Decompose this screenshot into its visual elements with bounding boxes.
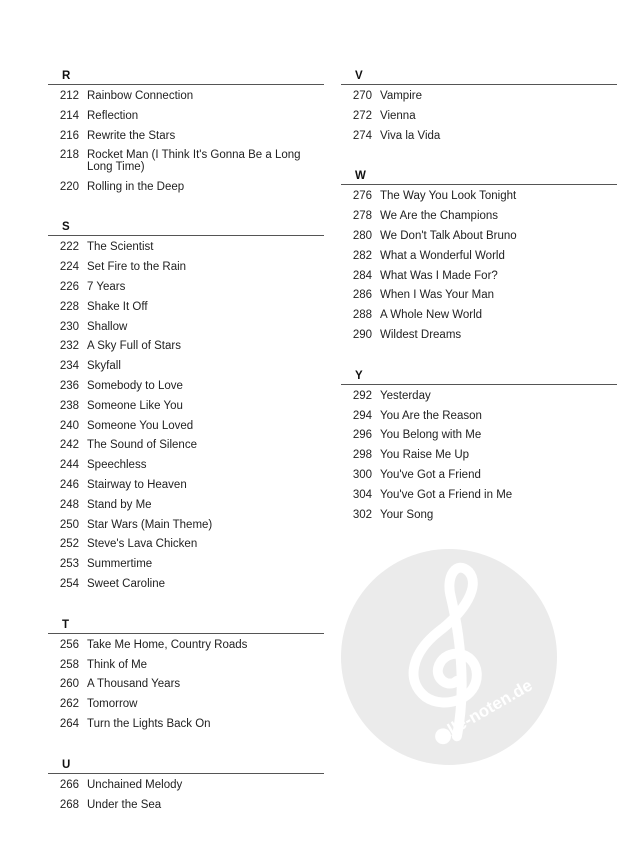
index-entry: [48, 715, 324, 735]
page-number: 242: [59, 439, 79, 452]
song-title: The Scientist: [87, 241, 154, 254]
section-y: [341, 368, 617, 526]
index-entry: [48, 278, 324, 298]
page-number: 238: [59, 399, 79, 412]
index-entry: [48, 535, 324, 555]
index-entry: [341, 247, 617, 267]
page-number: 234: [59, 360, 79, 373]
song-title: Star Wars (Main Theme): [87, 518, 213, 531]
song-title: Rolling in the Deep: [87, 180, 185, 193]
section-spacer: [48, 197, 324, 219]
song-title: A Sky Full of Stars: [87, 340, 181, 353]
index-entry: [48, 575, 324, 595]
index-entry: [48, 357, 324, 377]
index-entry: [341, 286, 617, 306]
page-number: 254: [59, 578, 79, 591]
page-number: 214: [59, 109, 79, 122]
song-title: What Was I Made For?: [380, 269, 498, 282]
song-title: You Raise Me Up: [380, 449, 470, 462]
index-entry: [48, 87, 324, 107]
song-title: Think of Me: [87, 658, 148, 671]
song-title: Wildest Dreams: [380, 328, 462, 341]
song-title: Rainbow Connection: [87, 90, 194, 102]
song-title: Shake It Off: [87, 300, 148, 313]
page-number: 288: [352, 309, 372, 322]
page-number: 286: [352, 289, 372, 302]
page-number: 294: [352, 409, 372, 422]
page-number: 253: [59, 558, 79, 571]
song-title: Rewrite the Stars: [87, 129, 176, 142]
index-entry: [48, 298, 324, 318]
page-number: 226: [59, 281, 79, 294]
page-number: 246: [59, 479, 79, 492]
page-number: 276: [352, 190, 372, 203]
section-w: [341, 168, 617, 345]
song-title: Skyfall: [87, 360, 121, 373]
watermark-text: alle-noten.de: [436, 675, 536, 744]
page-number: 256: [59, 638, 79, 651]
page-number: 244: [59, 459, 79, 472]
index-entry: [48, 318, 324, 338]
song-title: Summertime: [87, 558, 153, 571]
song-title: Yesterday: [380, 389, 431, 402]
page-number: 248: [59, 498, 79, 511]
index-column-right: [341, 68, 617, 525]
entry-list: [48, 85, 324, 197]
index-entry: [48, 127, 324, 147]
index-entry: [341, 187, 617, 207]
page-number: 220: [59, 180, 79, 193]
index-entry: [341, 87, 617, 107]
page-number: 218: [59, 149, 79, 162]
page-number: 304: [352, 488, 372, 501]
song-title: The Sound of Silence: [87, 439, 197, 452]
section-letter-heading: T: [48, 617, 324, 634]
index-entry: [341, 426, 617, 446]
page-number: 222: [59, 241, 79, 254]
index-entry: [341, 486, 617, 506]
page-number: 236: [59, 380, 79, 393]
index-entry: [341, 127, 617, 147]
page-number: 266: [59, 778, 79, 791]
song-title: Reflection: [87, 109, 139, 122]
section-r: [48, 68, 324, 197]
index-entry: [48, 417, 324, 437]
page-number: 272: [352, 109, 372, 122]
page-number: 232: [59, 340, 79, 353]
song-title: You've Got a Friend: [380, 468, 481, 481]
song-title: Your Song: [380, 508, 434, 521]
index-entry: [341, 107, 617, 127]
index-entry: [48, 238, 324, 258]
index-entry: [341, 207, 617, 227]
song-title: Vampire: [380, 90, 422, 102]
index-entry: [341, 267, 617, 287]
page-number: 274: [352, 129, 372, 142]
page-number: 280: [352, 229, 372, 242]
index-entry: [341, 446, 617, 466]
song-title: Tomorrow: [87, 698, 138, 711]
page-number: 278: [352, 210, 372, 223]
song-title: We Don't Talk About Bruno: [380, 229, 517, 242]
index-entry: [341, 387, 617, 407]
section-spacer: [48, 735, 324, 757]
index-entry: [341, 506, 617, 526]
index-entry: [48, 178, 324, 198]
page-number: 268: [59, 798, 79, 811]
page-number: 282: [352, 249, 372, 262]
song-title: A Whole New World: [380, 309, 483, 322]
index-entry: [48, 377, 324, 397]
page-number: 270: [352, 90, 372, 102]
song-title: Unchained Melody: [87, 778, 183, 791]
song-title: When I Was Your Man: [380, 289, 494, 302]
page-number: 262: [59, 698, 79, 711]
entry-list: [341, 85, 617, 146]
entry-list: [48, 634, 324, 735]
page-number: 252: [59, 538, 79, 551]
index-entry: [48, 456, 324, 476]
song-title: 7 Years: [87, 281, 126, 294]
page-number: 228: [59, 300, 79, 313]
section-s: [48, 219, 324, 594]
page-number: 212: [59, 90, 79, 102]
song-title: Take Me Home, Country Roads: [87, 638, 248, 651]
song-title: Set Fire to the Rain: [87, 261, 187, 274]
index-entry: [341, 227, 617, 247]
song-title: The Way You Look Tonight: [380, 190, 517, 203]
index-entry: [48, 476, 324, 496]
page-number: 298: [352, 449, 372, 462]
index-entry: [48, 516, 324, 536]
song-title: You've Got a Friend in Me: [380, 488, 513, 501]
section-letter-heading: W: [341, 168, 617, 185]
section-letter-heading: R: [48, 68, 324, 85]
index-entry: [341, 407, 617, 427]
watermark-logo: [340, 548, 558, 766]
song-title: What a Wonderful World: [380, 249, 505, 262]
section-letter-heading: S: [48, 219, 324, 236]
page-number: 216: [59, 129, 79, 142]
page-number: 284: [352, 269, 372, 282]
page-number: 224: [59, 261, 79, 274]
page-number: 300: [352, 468, 372, 481]
section-letter-heading: U: [48, 757, 324, 774]
index-entry: [48, 555, 324, 575]
page-number: 230: [59, 320, 79, 333]
index-entry: [341, 466, 617, 486]
song-title: Somebody to Love: [87, 380, 183, 393]
page-number: 264: [59, 718, 79, 731]
page-number: 250: [59, 518, 79, 531]
index-entry: [48, 436, 324, 456]
song-title: Stand by Me: [87, 498, 152, 511]
song-title: Someone Like You: [87, 399, 183, 412]
index-entry: [341, 326, 617, 346]
entry-list: [48, 236, 324, 594]
section-spacer: [341, 346, 617, 368]
section-spacer: [341, 146, 617, 168]
song-title: Vienna: [380, 109, 416, 122]
index-entry: [48, 397, 324, 417]
index-entry: [48, 258, 324, 278]
section-u: [48, 757, 324, 816]
index-entry: [48, 636, 324, 656]
index-column-left: [48, 68, 324, 815]
song-title: Steve's Lava Chicken: [87, 538, 198, 551]
page-number: 258: [59, 658, 79, 671]
index-entry: [48, 107, 324, 127]
song-title: Turn the Lights Back On: [87, 718, 211, 731]
index-entry: [48, 675, 324, 695]
song-title: Viva la Vida: [380, 129, 441, 142]
index-entry: [48, 796, 324, 816]
song-title: You Belong with Me: [380, 429, 482, 442]
section-v: [341, 68, 617, 146]
index-entry: [48, 695, 324, 715]
page-number: 302: [352, 508, 372, 521]
index-entry: [48, 146, 324, 177]
index-entry: [48, 656, 324, 676]
song-title: A Thousand Years: [87, 678, 181, 691]
entry-list: [48, 774, 324, 816]
section-letter-heading: V: [341, 68, 617, 85]
song-title: You Are the Reason: [380, 409, 482, 422]
song-title: Shallow: [87, 320, 128, 333]
song-title: Stairway to Heaven: [87, 479, 187, 492]
index-entry: [341, 306, 617, 326]
index-entry: [48, 776, 324, 796]
song-title: Someone You Loved: [87, 419, 194, 432]
song-title: Under the Sea: [87, 798, 162, 811]
entry-list: [341, 385, 617, 526]
section-spacer: [48, 595, 324, 617]
index-entry: [48, 337, 324, 357]
song-title: Speechless: [87, 459, 147, 472]
page-number: 260: [59, 678, 79, 691]
section-t: [48, 617, 324, 735]
page-number: 296: [352, 429, 372, 442]
index-entry: [48, 496, 324, 516]
page-number: 240: [59, 419, 79, 432]
song-title: We Are the Champions: [380, 210, 499, 223]
page-number: 290: [352, 328, 372, 341]
song-title: Sweet Caroline: [87, 578, 165, 591]
page-number: 292: [352, 389, 372, 402]
section-letter-heading: Y: [341, 368, 617, 385]
song-title: Rocket Man (I Think It's Gonna Be a Long Long Time): [87, 149, 301, 173]
entry-list: [341, 185, 617, 345]
